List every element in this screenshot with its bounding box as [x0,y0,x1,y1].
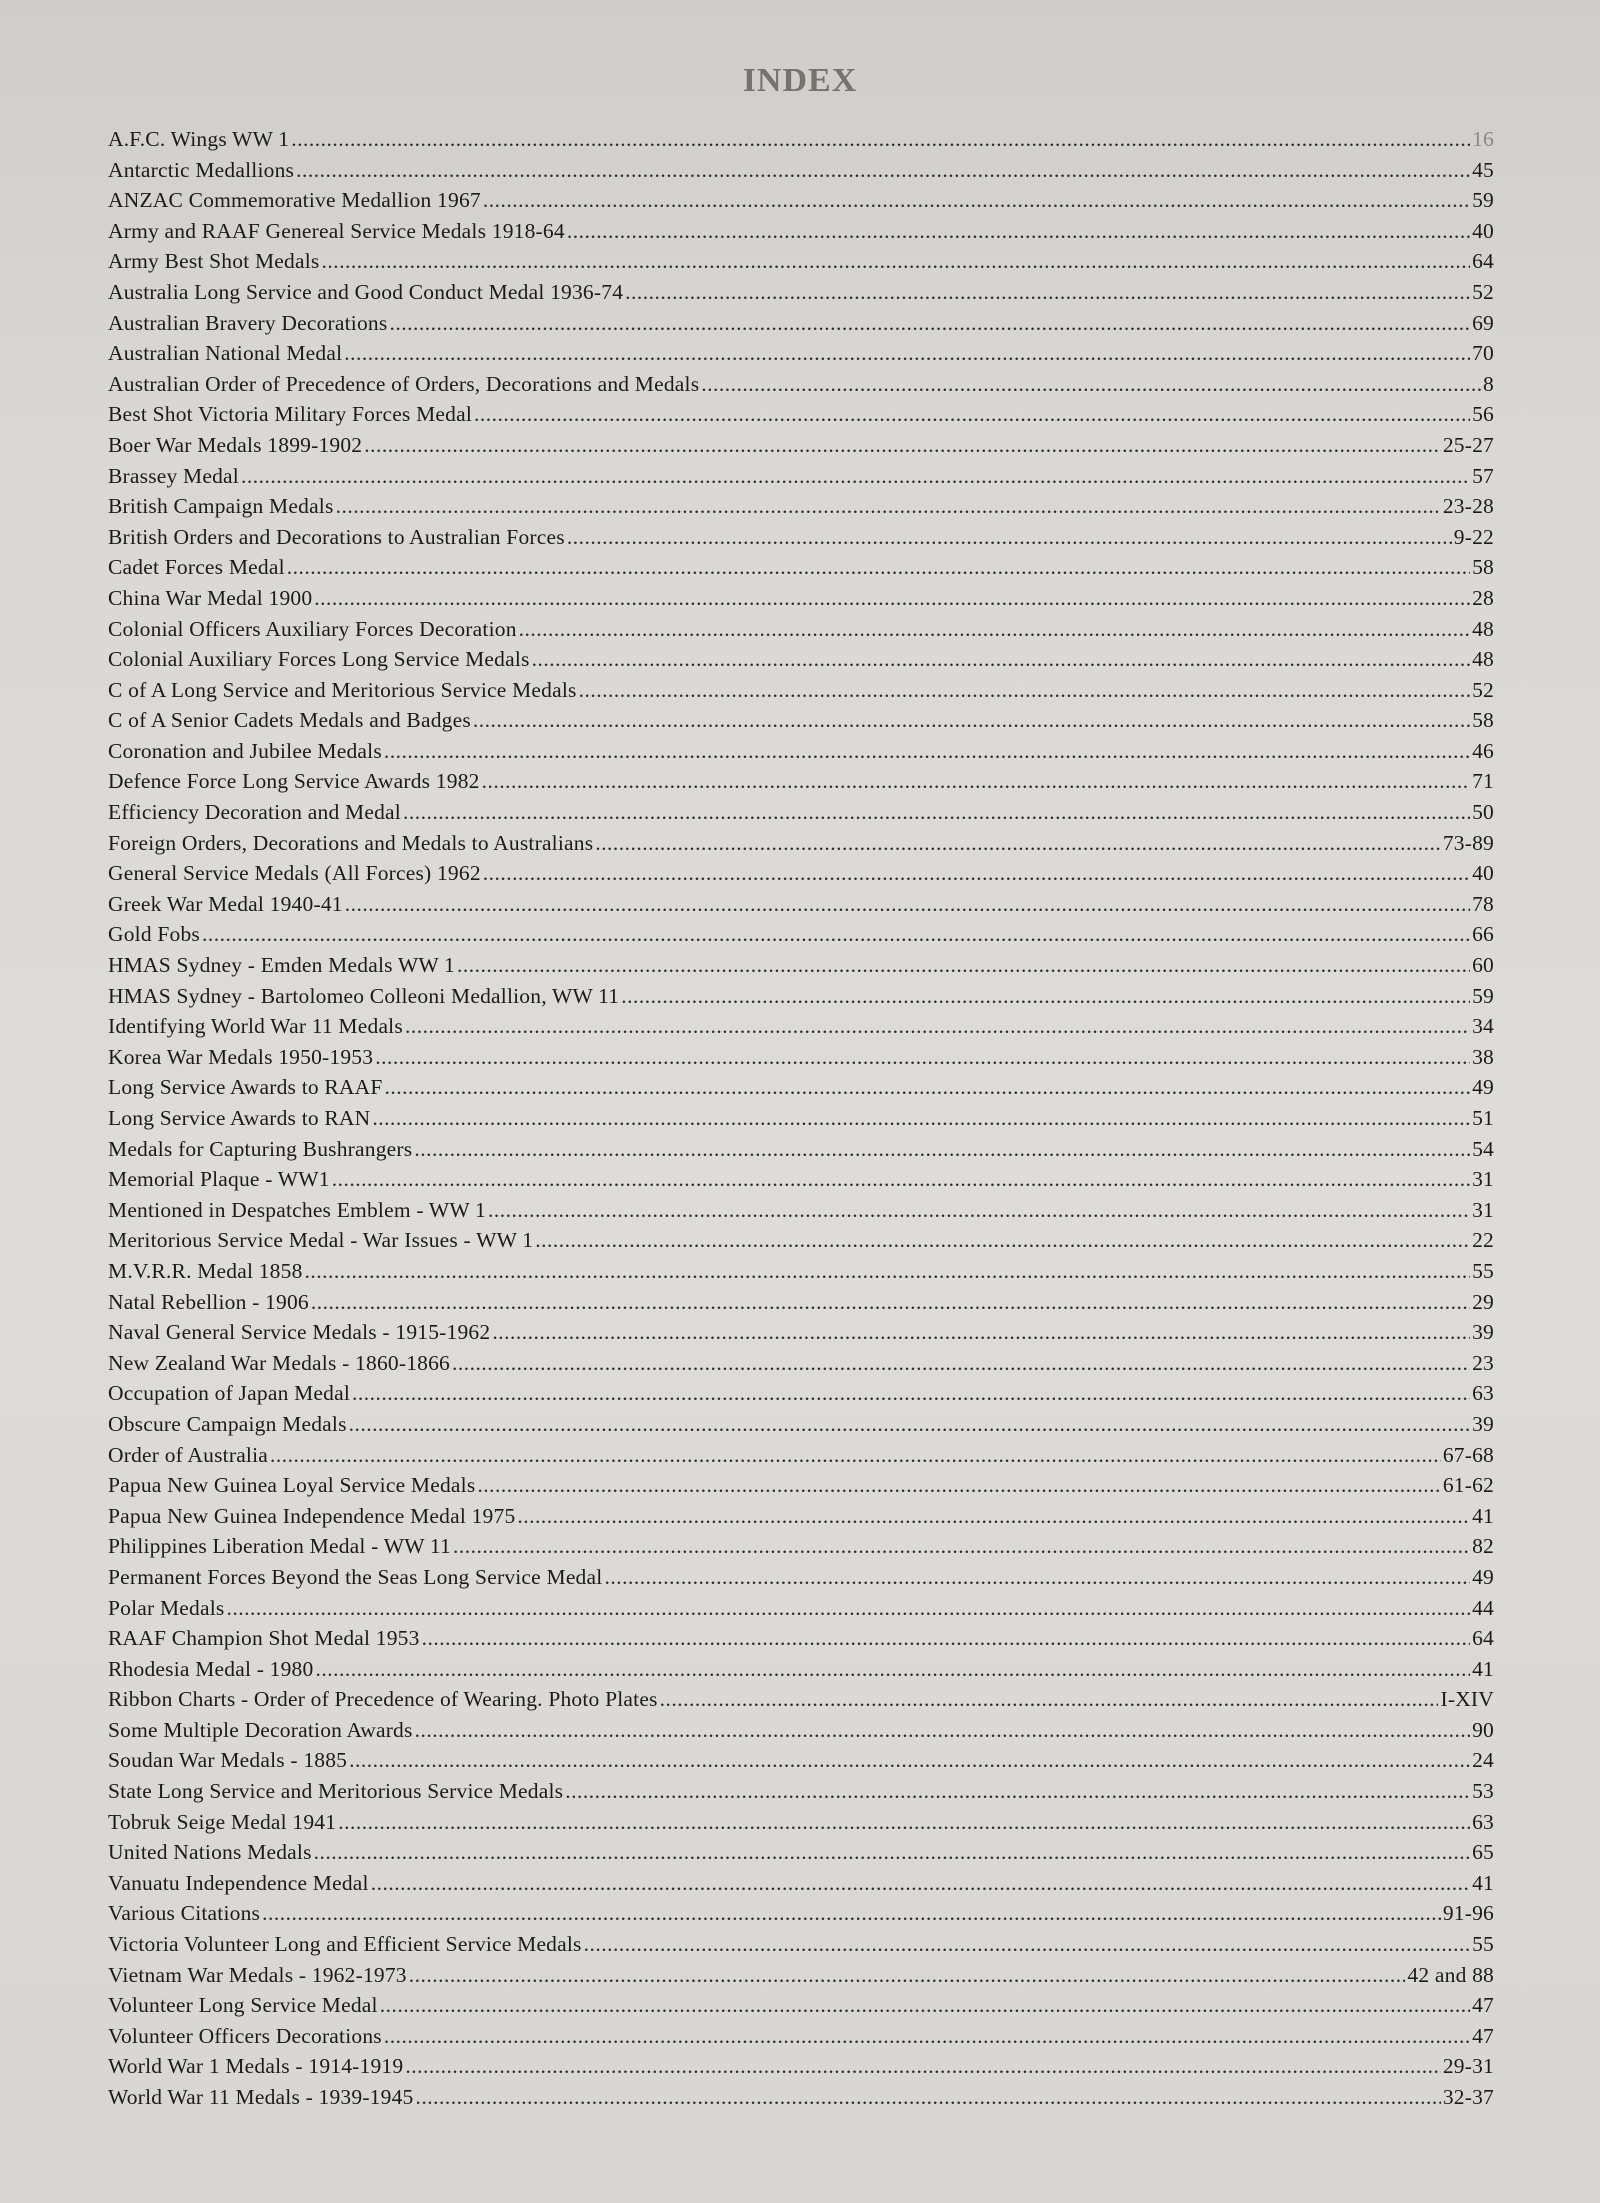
entry-page-number: 23 [1472,1350,1494,1375]
index-entry [108,399,1494,430]
index-entry [108,461,1494,492]
entry-page-number: 34 [1472,1014,1494,1039]
index-entry [108,1776,1494,1807]
index-entry [108,919,1494,950]
entry-label: Memorial Plaque - WW1 [108,1167,330,1192]
entry-page-number: 48 [1472,647,1494,672]
dot-leader [567,216,1470,247]
dot-leader [405,2051,1441,2082]
index-entry [108,1409,1494,1440]
entry-label: China War Medal 1900 [108,585,313,610]
dot-leader [414,1134,1470,1165]
entry-label: C of A Senior Cadets Medals and Badges [108,708,471,733]
dot-leader [457,950,1470,981]
index-entry [108,828,1494,859]
entry-page-number: 49 [1472,1564,1494,1589]
dot-leader [226,1593,1470,1624]
index-entry [108,736,1494,767]
index-entry [108,246,1494,277]
index-entry [108,1195,1494,1226]
entry-label: Best Shot Victoria Military Forces Medal [108,402,472,427]
dot-leader [482,766,1470,797]
entry-label: Colonial Auxiliary Forces Long Service Medals [108,647,530,672]
entry-page-number: 64 [1472,249,1494,274]
entry-page-number: 31 [1472,1167,1494,1192]
index-entry [108,858,1494,889]
entry-page-number: 66 [1472,922,1494,947]
entry-page-number: 31 [1472,1197,1494,1222]
dot-leader [270,1440,1441,1471]
entry-page-number: 42 and 88 [1407,1962,1494,1987]
index-entry [108,124,1494,155]
index-entry [108,1898,1494,1929]
entry-page-number: 16 [1472,127,1494,151]
dot-leader [349,1745,1470,1776]
entry-page-number: 69 [1472,310,1494,335]
entry-page-number: 64 [1472,1626,1494,1651]
index-entry [108,1470,1494,1501]
dot-leader [315,1654,1470,1685]
entry-page-number: 59 [1472,983,1494,1008]
entry-label: Papua New Guinea Independence Medal 1975 [108,1503,516,1528]
entry-label: Rhodesia Medal - 1980 [108,1656,314,1681]
index-entry [108,583,1494,614]
entry-label: World War 1 Medals - 1914-1919 [108,2054,404,2079]
entry-label: Foreign Orders, Decorations and Medals to Australians [108,830,594,855]
entry-label: Mentioned in Despatches Emblem - WW 1 [108,1197,486,1222]
entry-page-number: 57 [1472,463,1494,488]
dot-leader [352,1378,1470,1409]
entry-label: Some Multiple Decoration Awards [108,1717,413,1742]
entry-page-number: 52 [1472,279,1494,304]
entry-label: Long Service Awards to RAN [108,1106,371,1130]
index-entry [108,1256,1494,1287]
entry-page-number: 45 [1472,157,1494,182]
index-entry [108,185,1494,216]
entry-page-number: 22 [1472,1228,1494,1253]
dot-leader [415,1715,1471,1746]
index-entry [108,2051,1494,2082]
entry-label: Various Citations [108,1901,261,1926]
dot-leader [473,705,1470,736]
entry-label: Australian Order of Precedence of Orders, Decorations and Medals [108,371,700,396]
entry-page-number: 91-96 [1442,1901,1494,1926]
dot-leader [452,1348,1470,1379]
dot-leader [595,828,1441,859]
dot-leader [314,583,1470,614]
index-entry [108,155,1494,186]
entry-label: Naval General Service Medals - 1915-1962 [108,1320,491,1345]
entry-label: Identifying World War 11 Medals [108,1014,403,1039]
dot-leader [405,1011,1470,1042]
dot-leader [338,1807,1470,1838]
index-entry [108,1225,1494,1256]
dot-leader [415,2082,1440,2113]
index-entry [108,1684,1494,1715]
entry-page-number: I-XIV [1440,1687,1494,1712]
entry-label: M.V.R.R. Medal 1858 [108,1258,303,1283]
index-entry [108,1960,1494,1991]
dot-leader [403,797,1470,828]
dot-leader [384,2021,1470,2052]
page-title: INDEX [742,62,858,99]
index-entry [108,1562,1494,1593]
dot-leader [660,1684,1439,1715]
index-entry [108,1837,1494,1868]
dot-leader [291,124,1470,155]
index-entry [108,981,1494,1012]
entry-label: Order of Australia [108,1442,269,1467]
dot-leader [579,675,1471,706]
index-entry [108,950,1494,981]
dot-leader [483,858,1470,889]
entry-page-number: 32-37 [1442,2085,1494,2109]
index-entry [108,1072,1494,1103]
index-entry [108,522,1494,553]
dot-leader [345,889,1470,920]
entry-page-number: 60 [1472,953,1494,978]
entry-label: HMAS Sydney - Bartolomeo Colleoni Medallion, WW 11 [108,983,620,1008]
dot-leader [384,736,1470,767]
entry-label: A.F.C. Wings WW 1 [108,127,290,151]
entry-page-number: 58 [1472,555,1494,580]
dot-leader [332,1164,1470,1195]
dot-leader [584,1929,1470,1960]
entry-label: Colonial Officers Auxiliary Forces Decoration [108,616,517,641]
entry-label: Boer War Medals 1899-1902 [108,432,363,457]
entry-label: Cadet Forces Medal [108,555,285,580]
entry-page-number: 71 [1472,769,1494,794]
index-entry [108,338,1494,369]
entry-page-number: 59 [1472,188,1494,213]
entry-page-number: 47 [1472,2023,1494,2048]
entry-page-number: 52 [1472,677,1494,702]
entry-page-number: 65 [1472,1840,1494,1865]
entry-label: Australian Bravery Decorations [108,310,388,335]
entry-page-number: 55 [1472,1932,1494,1957]
index-entry [108,1501,1494,1532]
index-entry [108,1868,1494,1899]
index-entry [108,491,1494,522]
index-entry [108,1807,1494,1838]
entry-page-number: 49 [1472,1075,1494,1100]
entry-label: Polar Medals [108,1595,225,1620]
entry-page-number: 70 [1472,341,1494,366]
entry-label: Australia Long Service and Good Conduct Medal 1936-74 [108,279,624,304]
dot-leader [625,277,1470,308]
index-entry [108,1593,1494,1624]
dot-leader [532,644,1470,675]
entry-label: United Nations Medals [108,1840,312,1865]
entry-label: Soudan War Medals - 1885 [108,1748,348,1773]
dot-leader [389,308,1470,339]
dot-leader [483,185,1470,216]
entry-page-number: 44 [1472,1595,1494,1620]
entry-label: Gold Fobs [108,922,200,947]
dot-leader [519,614,1470,645]
entry-label: Korea War Medals 1950-1953 [108,1044,374,1069]
index-entry [108,369,1494,400]
index-entry [108,1134,1494,1165]
dot-leader [305,1256,1471,1287]
dot-leader [364,430,1441,461]
entry-label: Tobruk Seige Medal 1941 [108,1809,337,1834]
entry-page-number: 63 [1472,1381,1494,1406]
entry-label: Antarctic Medallions [108,157,295,182]
entry-label: State Long Service and Meritorious Service Medals [108,1779,564,1804]
dot-leader [453,1531,1470,1562]
dot-leader [314,1837,1470,1868]
index-entry [108,766,1494,797]
index-entry [108,2021,1494,2052]
entry-page-number: 61-62 [1442,1473,1494,1498]
entry-page-number: 54 [1472,1136,1494,1161]
index-entry [108,1103,1494,1134]
entry-page-number: 63 [1472,1809,1494,1834]
entry-page-number: 24 [1472,1748,1494,1773]
index-entry [108,552,1494,583]
index-entry [108,1623,1494,1654]
index-entry [108,1654,1494,1685]
dot-leader [371,1868,1470,1899]
entry-label: Vanuatu Independence Medal [108,1870,369,1895]
entry-label: Army Best Shot Medals [108,249,320,274]
entry-page-number: 40 [1472,861,1494,886]
dot-leader [409,1960,1406,1991]
entry-page-number: 41 [1472,1656,1494,1681]
entry-page-number: 50 [1472,800,1494,825]
entry-page-number: 47 [1472,1993,1494,2018]
dot-leader [287,552,1470,583]
entry-page-number: 56 [1472,402,1494,427]
index-entry [108,1745,1494,1776]
entry-label: Greek War Medal 1940-41 [108,891,343,916]
dot-leader [474,399,1470,430]
index-entry [108,889,1494,920]
dot-leader [344,338,1470,369]
index-entry [108,1042,1494,1073]
entry-label: General Service Medals (All Forces) 1962 [108,861,481,886]
dot-leader [621,981,1470,1012]
entry-page-number: 58 [1472,708,1494,733]
index-entry [108,1440,1494,1471]
entry-label: Meritorious Service Medal - War Issues - WW 1 [108,1228,534,1253]
dot-leader [321,246,1470,277]
dot-leader [488,1195,1470,1226]
entry-page-number: 29-31 [1442,2054,1494,2079]
index-entry [108,1164,1494,1195]
index-entry [108,1990,1494,2021]
index-entry [108,308,1494,339]
dot-leader [477,1470,1440,1501]
entry-page-number: 23-28 [1442,494,1494,519]
dot-leader [372,1103,1470,1134]
entry-label: Coronation and Jubilee Medals [108,738,382,763]
dot-leader [385,1072,1471,1103]
entry-page-number: 39 [1472,1411,1494,1436]
entry-page-number: 39 [1472,1320,1494,1345]
entry-label: Volunteer Officers Decorations [108,2023,382,2048]
dot-leader [565,1776,1470,1807]
entry-label: Australian National Medal [108,341,343,366]
index-entry [108,1287,1494,1318]
entry-label: Ribbon Charts - Order of Precedence of Wearing. Photo Plates [108,1687,658,1712]
entry-label: Long Service Awards to RAAF [108,1075,383,1100]
entry-page-number: 73-89 [1442,830,1494,855]
index-entry [108,1715,1494,1746]
index-entry [108,675,1494,706]
dot-leader [311,1287,1470,1318]
entry-page-number: 9-22 [1453,524,1494,549]
entry-page-number: 29 [1472,1289,1494,1314]
index-entry [108,614,1494,645]
entry-label: Brassey Medal [108,463,239,488]
entry-page-number: 41 [1472,1870,1494,1895]
dot-leader [380,1990,1470,2021]
index-entry [108,705,1494,736]
dot-leader [422,1623,1471,1654]
entry-page-number: 8 [1483,371,1494,396]
entry-label: British Orders and Decorations to Australian Forces [108,524,565,549]
entry-label: Medals for Capturing Bushrangers [108,1136,413,1161]
dot-leader [604,1562,1470,1593]
entry-page-number: 53 [1472,1779,1494,1804]
dot-leader [701,369,1481,400]
entry-page-number: 82 [1472,1534,1494,1559]
dot-leader [375,1042,1470,1073]
index-entry [108,1929,1494,1960]
index-entry [108,216,1494,247]
entry-page-number: 55 [1472,1258,1494,1283]
entry-page-number: 48 [1472,616,1494,641]
index-entry [108,2082,1494,2113]
index-entry [108,1531,1494,1562]
entry-label: Permanent Forces Beyond the Seas Long Service Medal [108,1564,603,1589]
entry-page-number: 28 [1472,585,1494,610]
index-entry [108,797,1494,828]
dot-leader [336,491,1441,522]
entry-label: Natal Rebellion - 1906 [108,1289,309,1314]
entry-page-number: 51 [1472,1106,1494,1130]
entry-label: British Campaign Medals [108,494,334,519]
entry-label: Efficiency Decoration and Medal [108,800,401,825]
dot-leader [262,1898,1441,1929]
entry-label: HMAS Sydney - Emden Medals WW 1 [108,953,455,978]
dot-leader [296,155,1470,186]
entry-page-number: 78 [1472,891,1494,916]
entry-label: Philippines Liberation Medal - WW 11 [108,1534,451,1559]
index-entry [108,1378,1494,1409]
entry-page-number: 40 [1472,218,1494,243]
entry-label: Army and RAAF Genereal Service Medals 1918-64 [108,218,565,243]
entry-label: Obscure Campaign Medals [108,1411,347,1436]
entry-page-number: 90 [1472,1717,1494,1742]
entry-label: Occupation of Japan Medal [108,1381,351,1406]
entry-page-number: 38 [1472,1044,1494,1069]
entry-page-number: 41 [1472,1503,1494,1528]
index-list [108,124,1494,2113]
entry-label: Victoria Volunteer Long and Efficient Service Medals [108,1932,582,1957]
entry-label: RAAF Champion Shot Medal 1953 [108,1626,420,1651]
entry-page-number: 25-27 [1442,432,1494,457]
dot-leader [517,1501,1470,1532]
entry-label: World War 11 Medals - 1939-1945 [108,2085,414,2109]
index-entry [108,1348,1494,1379]
entry-label: Vietnam War Medals - 1962-1973 [108,1962,407,1987]
entry-label: New Zealand War Medals - 1860-1866 [108,1350,451,1375]
dot-leader [349,1409,1470,1440]
entry-page-number: 46 [1472,738,1494,763]
index-entry [108,1317,1494,1348]
entry-label: Papua New Guinea Loyal Service Medals [108,1473,476,1498]
index-entry [108,644,1494,675]
index-entry [108,1011,1494,1042]
dot-leader [567,522,1452,553]
dot-leader [202,919,1470,950]
dot-leader [492,1317,1470,1348]
index-entry [108,430,1494,461]
dot-leader [241,461,1470,492]
entry-label: ANZAC Commemorative Medallion 1967 [108,188,481,213]
entry-page-number: 67-68 [1442,1442,1494,1467]
entry-label: C of A Long Service and Meritorious Service Medals [108,677,577,702]
entry-label: Defence Force Long Service Awards 1982 [108,769,480,794]
index-entry [108,277,1494,308]
entry-label: Volunteer Long Service Medal [108,1993,378,2018]
dot-leader [535,1225,1470,1256]
